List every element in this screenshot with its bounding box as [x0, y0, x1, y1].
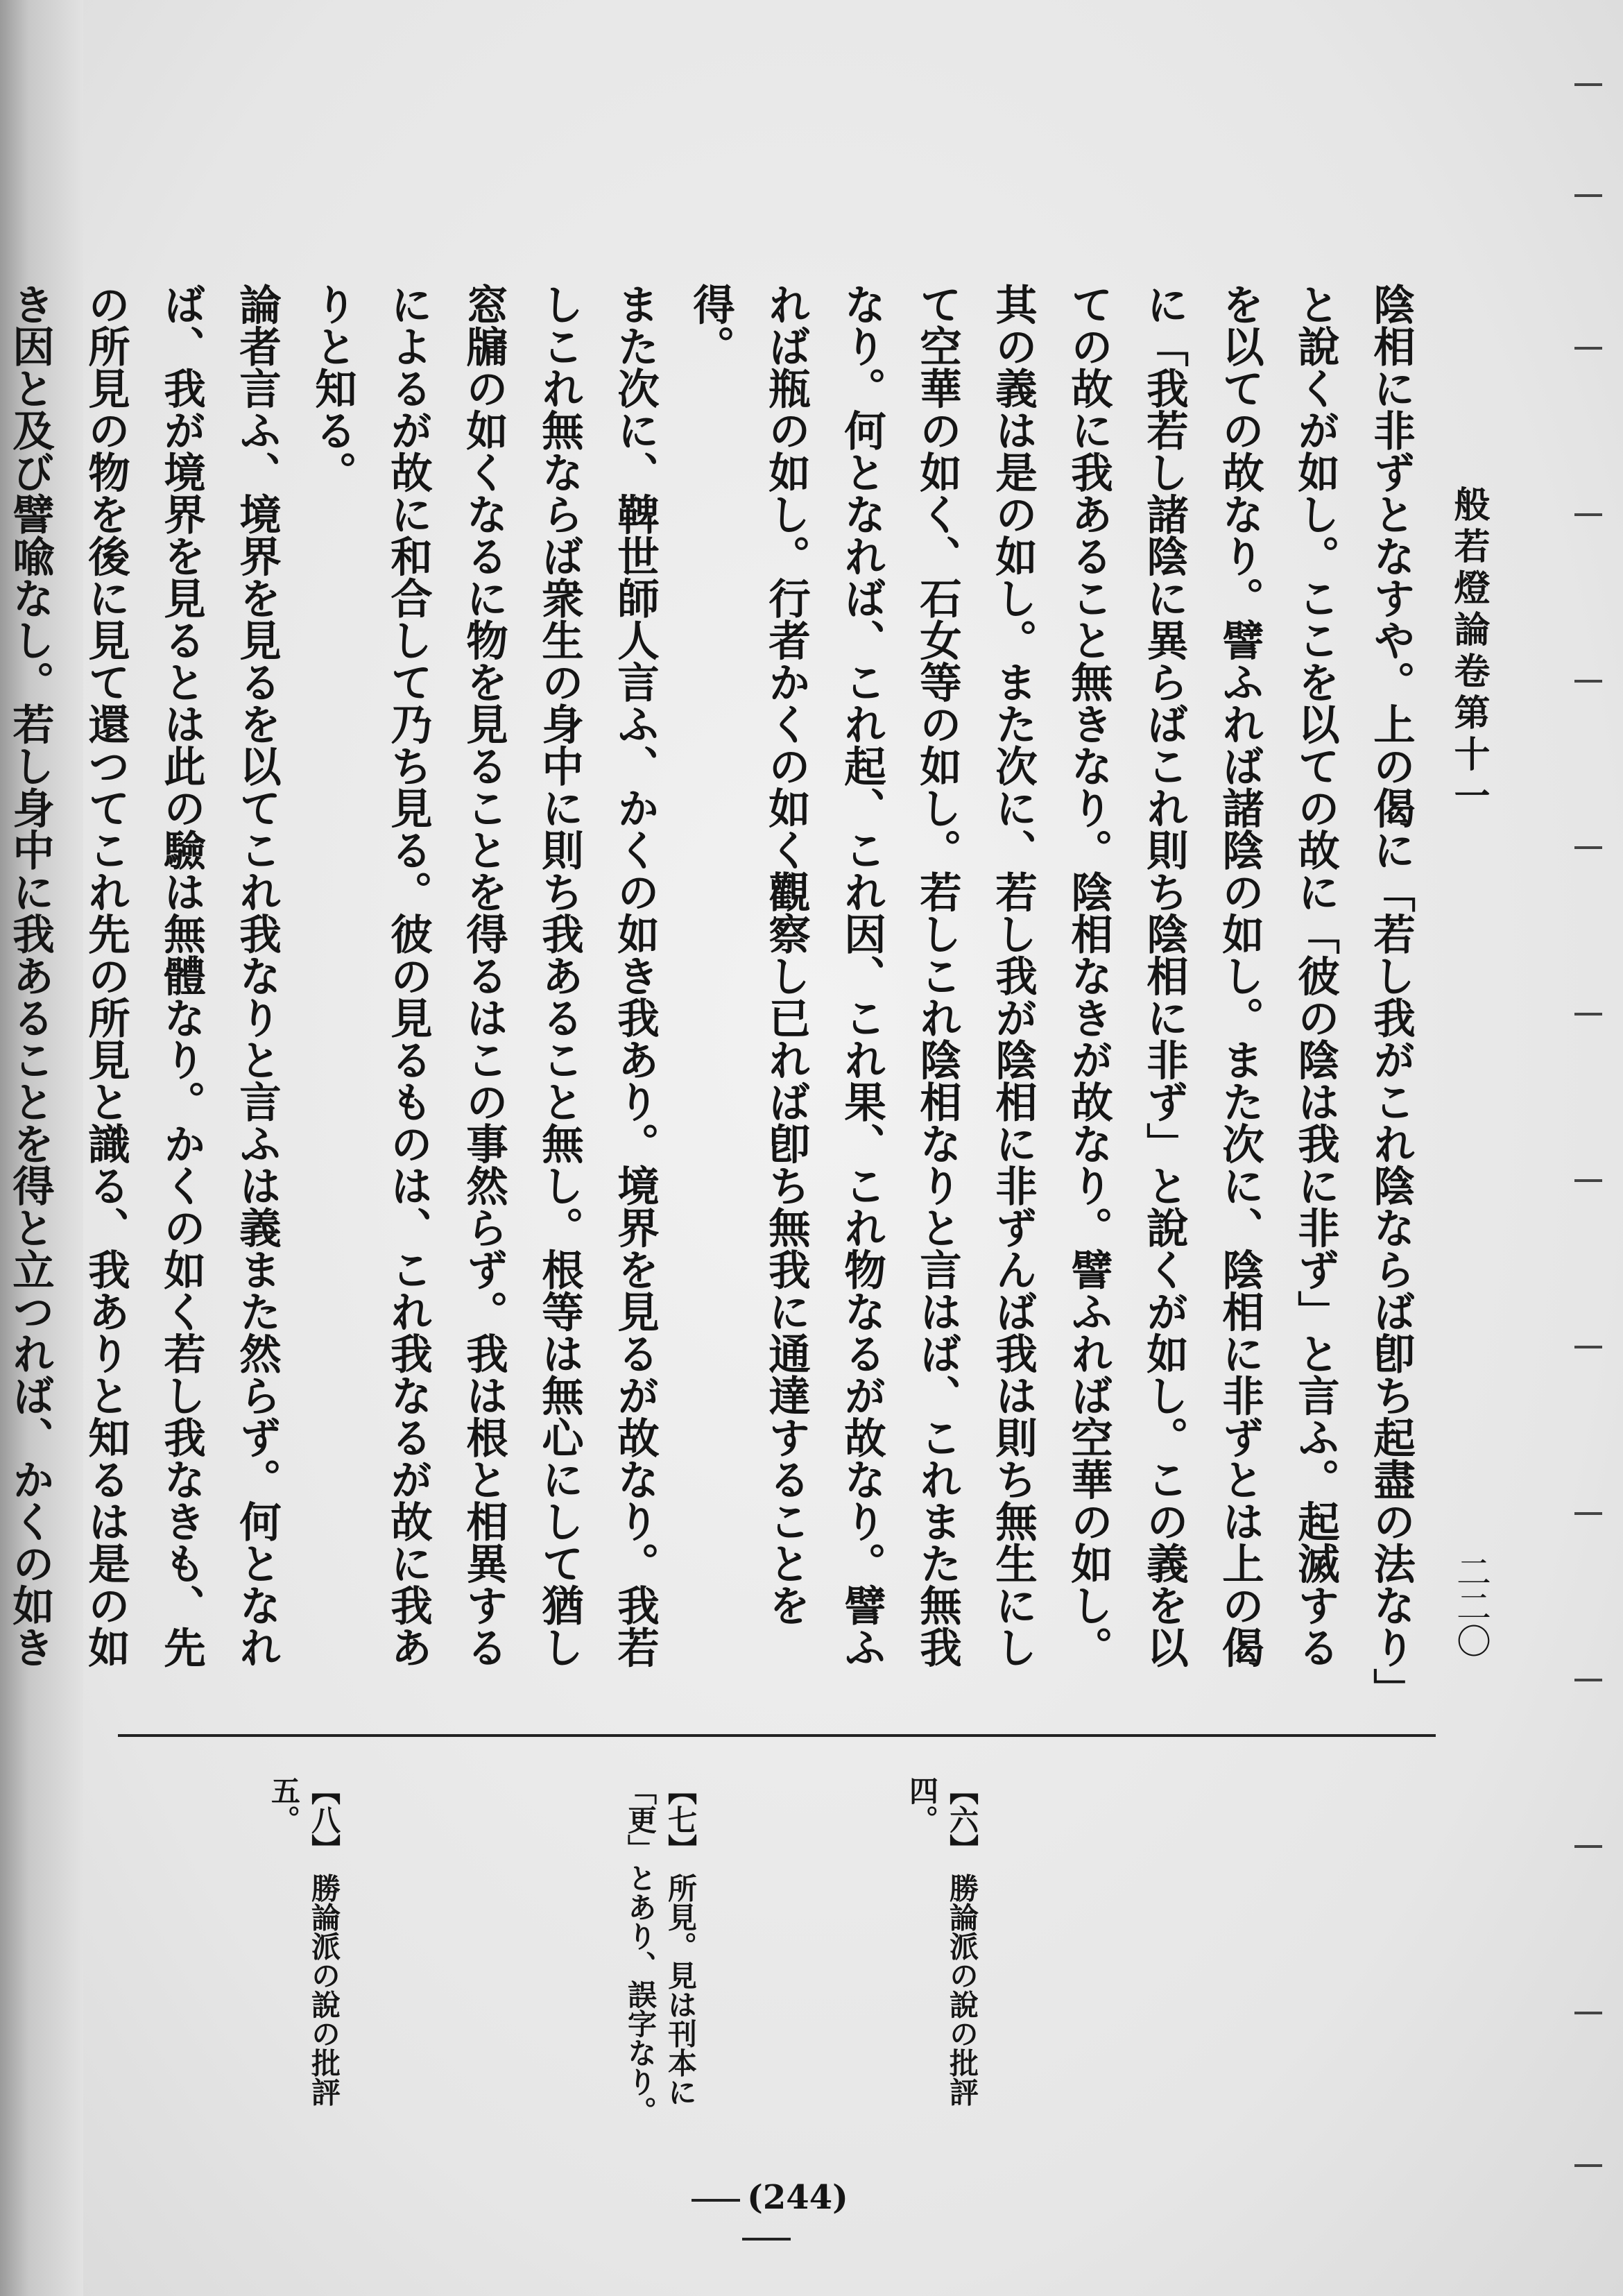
edge-mark: [1574, 2164, 1602, 2167]
edge-mark: [1574, 846, 1602, 849]
footnote-8: 【八】 勝論派の說の批評五。: [267, 1776, 341, 2107]
footnote-7: 【七】 所見。見は刊本に「更」とあり、誤字なり。: [624, 1776, 698, 2125]
running-title: 般若燈論卷第十一: [1448, 486, 1490, 819]
edge-mark: [1574, 1512, 1602, 1515]
edge-mark: [1574, 1179, 1602, 1182]
main-text-block: [6, 283, 1429, 1705]
edge-mark: [1574, 347, 1602, 350]
edge-mark: [1574, 513, 1602, 516]
edge-mark: [1574, 194, 1602, 197]
paragraph-1: 陰相に非ずとなすや。上の偈に「若し我がこれ陰ならば卽ち起盡の法なり」と說くが如し。ここを以ての故に「彼の陰は我に非ず」と言ふ。起滅するを以ての故なり。譬ふれば諸陰の如し。また次に、陰相に非ずとは上の偈に「我若し諸陰に異らばこれ則ち陰相に非ず」と說くが如し。この義を以ての故に我あること無きなり。陰相なきが故なり。譬ふれば空華の如し。其の義は是の如し。また次に、若し我が陰相に非ずんば我は則ち無生にして空華の如く、石女等の如し。若しこれ陰相なりと言はば、これまた無我なり。何となれば、これ起、これ因、これ果、これ物なるが故なり。譬ふれば瓶の如し。行者かくの如く觀察し已れば卽ち無我に通達することを得。: [686, 283, 1416, 1689]
edge-mark: [1574, 1679, 1602, 1681]
edge-mark: [1574, 1013, 1602, 1016]
footnote-6: 【六】 勝論派の說の批評四。: [905, 1776, 979, 2107]
folio-number: 244: [762, 2178, 833, 2217]
folio-dash-left: [692, 2199, 740, 2202]
folio-dash-right: [742, 2238, 791, 2241]
edge-mark: [1574, 1346, 1602, 1348]
paragraph-3: 論者言ふ、境界を見るを以てこれ我なりと言ふは義また然らず。何となれば、我が境界を見るとは此の驗は無體なり。かくの如く若し我なきも、先の所見の物を後に見て還つてこれ先の所見と識る、我ありと知るは是の如き因と及び譬喩なし。若し身中に我あることを得と立つれば、かくの如き: [6, 283, 282, 1668]
paragraph-2: また次に、鞞世師人言ふ、かくの如き我あり。境界を見るが故なり。我若しこれ無ならば衆生の身中に則ち我あること無し。根等は無心にして猶し窓牖の如くなるに物を見ることを得るはこの事然らず。我は根と相異するによるが故に和合して乃ち見る。彼の見るものは、これ我なるが故に我ありと知る。: [308, 283, 660, 1668]
edge-mark: [1574, 2012, 1602, 2014]
footnotes: [264, 1776, 1013, 2192]
folio: (244): [655, 2178, 877, 2256]
footnote-divider: [118, 1734, 1436, 1737]
page-number: 二二〇: [1451, 1554, 1491, 1658]
page-edge-marks: [1561, 83, 1602, 2234]
edge-mark: [1574, 1845, 1602, 1848]
edge-mark: [1574, 83, 1602, 86]
edge-mark: [1574, 680, 1602, 683]
